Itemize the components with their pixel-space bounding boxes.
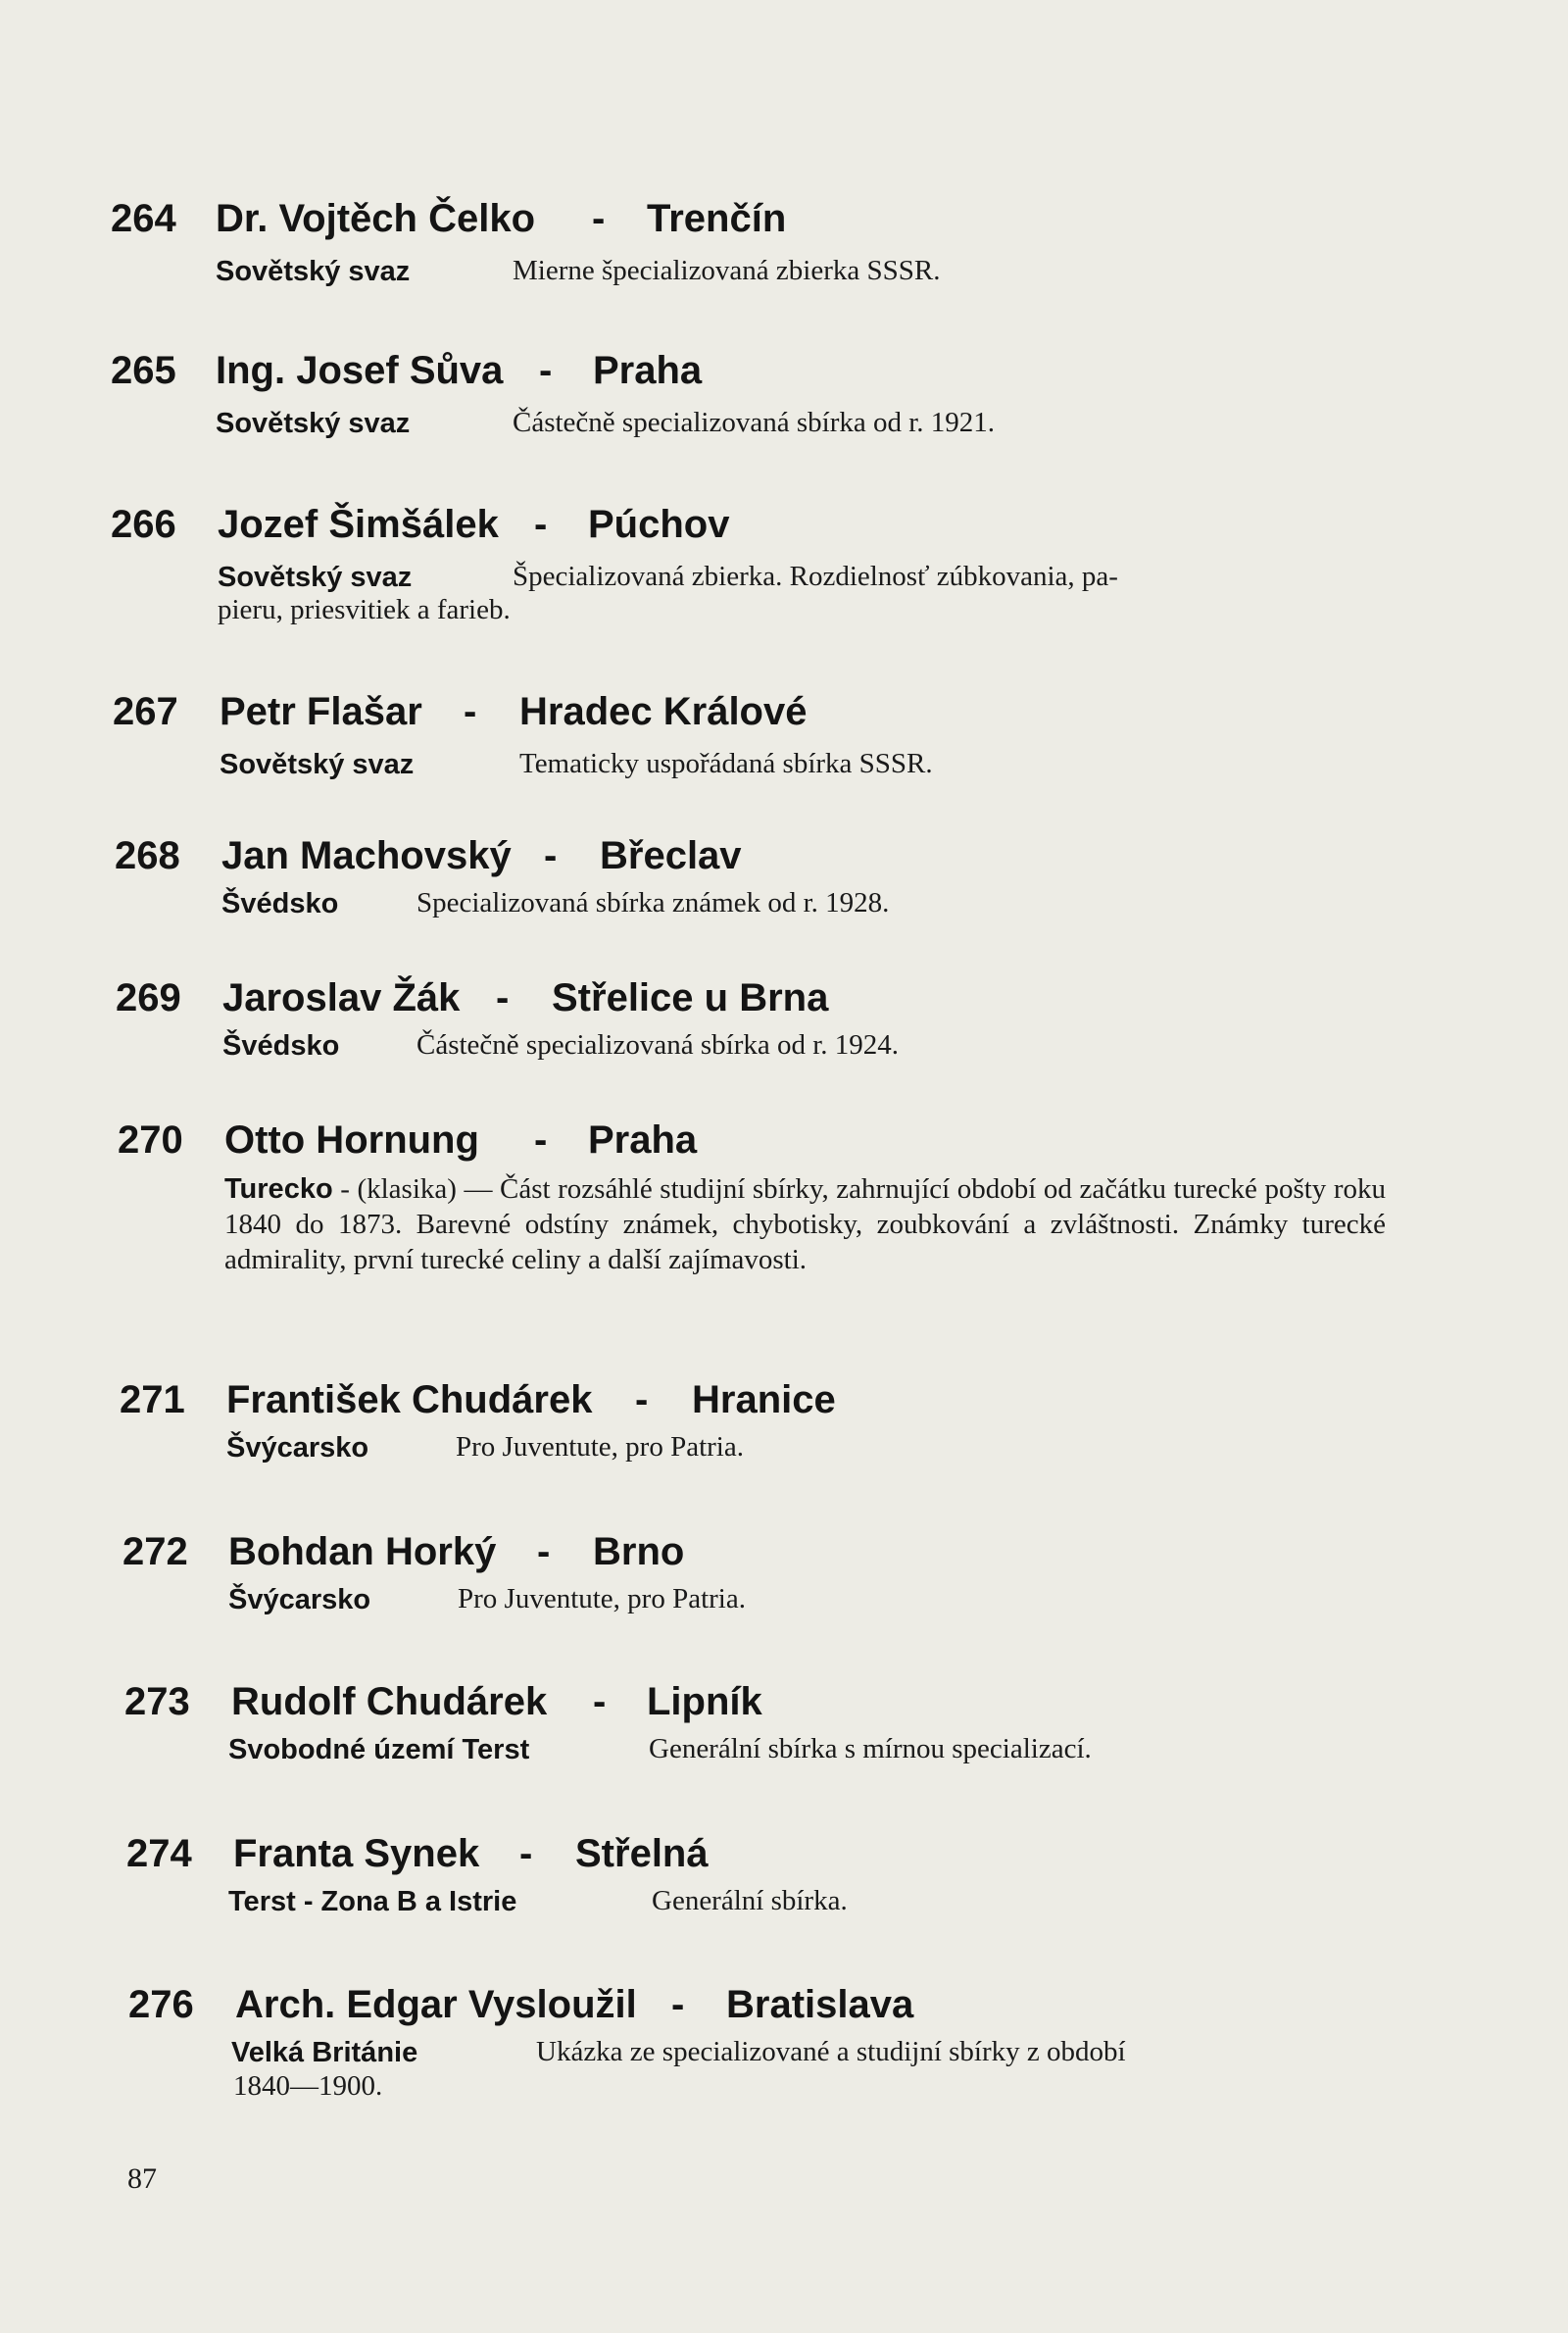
exhibit-country: Švýcarsko: [228, 1584, 371, 1615]
exhibit-description: Špecializovaná zbierka. Rozdielnosť zúbkovania, pa-: [513, 561, 1118, 592]
exhibitor-name: Jaroslav Žák: [222, 976, 461, 1019]
exhibit-description-cont: pieru, priesvitiek a farieb.: [218, 594, 511, 625]
entry-number: 276: [128, 1983, 194, 2026]
exhibitor-city: Bratislava: [726, 1983, 914, 2026]
entry-number: 269: [116, 976, 181, 1019]
entry-number: 272: [122, 1530, 188, 1573]
exhibit-country: Sovětský svaz: [218, 562, 413, 593]
exhibitor-city: Hradec Králové: [519, 690, 808, 733]
exhibitor-name: Rudolf Chudárek: [231, 1680, 548, 1723]
exhibit-description: Generální sbírka s mírnou specializací.: [649, 1733, 1092, 1764]
entry-number: 271: [120, 1378, 185, 1421]
exhibit-country: Terst - Zona B a Istrie: [228, 1886, 517, 1917]
exhibit-description: Tematicky uspořádaná sbírka SSSR.: [519, 748, 933, 779]
exhibit-country: Sovětský svaz: [220, 749, 415, 780]
exhibit-description: Částečně specializovaná sbírka od r. 1921.: [513, 407, 996, 438]
exhibitor-name: Franta Synek: [233, 1832, 480, 1875]
exhibitor-city: Praha: [593, 349, 703, 392]
exhibit-country: Švýcarsko: [226, 1432, 369, 1464]
exhibit-description: Specializovaná sbírka známek od r. 1928.: [416, 887, 890, 918]
separator: -: [464, 690, 477, 733]
exhibit-description: Pro Juventute, pro Patria.: [458, 1583, 746, 1614]
exhibitor-city: Střelice u Brna: [552, 976, 829, 1019]
exhibit-description-cont: 1840—1900.: [233, 2070, 383, 2102]
exhibitor-name: Bohdan Horký: [228, 1530, 497, 1573]
exhibitor-name: Arch. Edgar Vysloužil: [235, 1983, 637, 2026]
exhibitor-city: Praha: [588, 1118, 698, 1162]
entry-number: 270: [118, 1118, 183, 1162]
exhibit-country: Sovětský svaz: [216, 256, 411, 287]
separator: -: [671, 1983, 685, 2026]
exhibitor-name: František Chudárek: [226, 1378, 593, 1421]
exhibit-country: Turecko: [224, 1173, 333, 1205]
exhibitor-name: Dr. Vojtěch Čelko: [216, 197, 536, 240]
exhibit-country: Velká Británie: [231, 2037, 418, 2068]
exhibitor-city: Lipník: [647, 1680, 762, 1723]
entry-number: 268: [115, 834, 180, 877]
exhibitor-city: Púchov: [588, 503, 730, 546]
exhibitor-city: Střelná: [575, 1832, 709, 1875]
exhibit-description: Částečně specializovaná sbírka od r. 1924.: [416, 1029, 900, 1061]
exhibit-description: Pro Juventute, pro Patria.: [456, 1431, 744, 1463]
entry-number: 266: [111, 503, 176, 546]
exhibit-description: Mierne špecializovaná zbierka SSSR.: [513, 255, 941, 286]
exhibitor-name: Petr Flašar: [220, 690, 422, 733]
exhibit-description: Ukázka ze specializované a studijní sbírky z období: [536, 2036, 1126, 2067]
separator: -: [635, 1378, 649, 1421]
exhibitor-city: Hranice: [692, 1378, 836, 1421]
separator: -: [593, 1680, 607, 1723]
exhibit-description: Generální sbírka.: [652, 1885, 848, 1916]
entry-number: 267: [113, 690, 178, 733]
exhibitor-name: Jozef Šimšálek: [218, 503, 499, 546]
separator: -: [592, 197, 606, 240]
exhibitor-name: Otto Hornung: [224, 1118, 479, 1162]
exhibit-country: Švédsko: [221, 888, 339, 919]
exhibit-body: [224, 1171, 1386, 1277]
separator: -: [534, 1118, 548, 1162]
entry-number: 265: [111, 349, 176, 392]
separator: -: [539, 349, 553, 392]
exhibit-country: Švédsko: [222, 1030, 340, 1062]
exhibit-country: Sovětský svaz: [216, 408, 411, 439]
exhibit-country: Svobodné území Terst: [228, 1734, 530, 1765]
exhibitor-city: Trenčín: [647, 197, 787, 240]
entry-number: 264: [111, 197, 176, 240]
separator: -: [534, 503, 548, 546]
exhibit-description: - (klasika) — Část rozsáhlé studijní sbírky, zahrnující období od začátku turecké pošty roku 1840 do 1873. Barevné odstíny známek, chybotisky, zoubkování a zvláštnosti. Známky turecké admirality, první turecké celiny a další zajímavosti.: [224, 1173, 1387, 1275]
entry-number: 273: [124, 1680, 190, 1723]
entry-number: 274: [126, 1832, 192, 1875]
exhibitor-name: Ing. Josef Sůva: [216, 349, 504, 392]
exhibitor-name: Jan Machovský: [221, 834, 512, 877]
page-number: 87: [127, 2162, 157, 2195]
separator: -: [519, 1832, 533, 1875]
separator: -: [544, 834, 558, 877]
separator: -: [496, 976, 510, 1019]
exhibitor-city: Brno: [593, 1530, 685, 1573]
exhibitor-city: Břeclav: [600, 834, 742, 877]
separator: -: [537, 1530, 551, 1573]
